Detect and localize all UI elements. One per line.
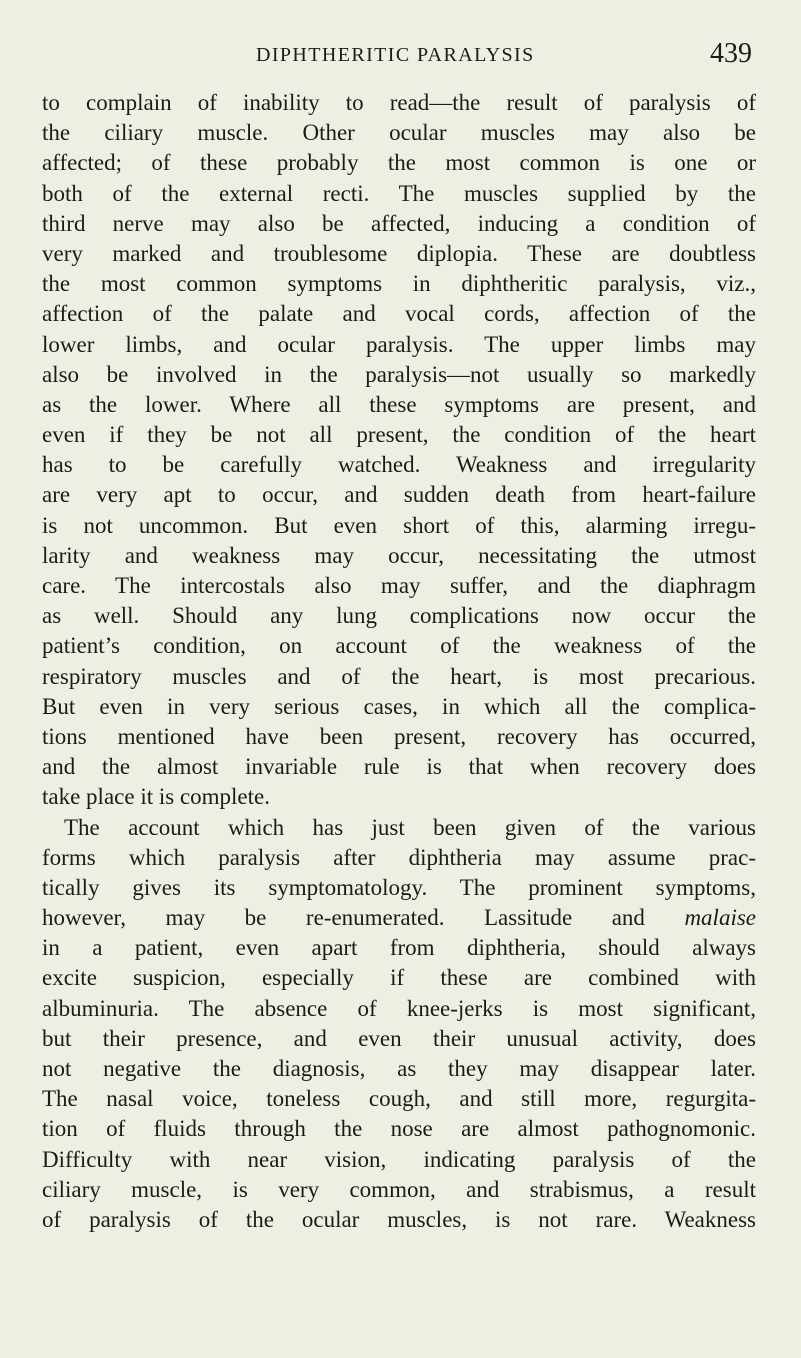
text-line: as the lower. Where all these symptoms are present, and [42, 391, 756, 417]
text-line: and the almost invariable rule is that when recovery does [42, 754, 756, 780]
text-line: third nerve may also be affected, inducing a condition of [42, 210, 756, 236]
text-line: even if they be not all present, the condition of the heart [42, 422, 756, 448]
text-line: patient’s condition, on account of the weakness of the [42, 633, 756, 659]
text-line: affection of the palate and vocal cords, affection of the [42, 301, 756, 327]
text-line: not negative the diagnosis, as they may disappear later. [42, 1056, 756, 1081]
paragraph-2 [42, 813, 756, 1236]
text-line: of paralysis of the ocular muscles, is not rare. Weakness [42, 1206, 756, 1232]
text-line: very marked and troublesome diplopia. These are doubtless [42, 240, 756, 266]
text-line: The account which has just been given of the various [64, 814, 756, 840]
text-line: excite suspicion, especially if these are combined with [42, 965, 756, 991]
text-line: to complain of inability to read—the result of paralysis of [42, 90, 756, 115]
text-line: tion of fluids through the nose are almost pathognomonic. [42, 1116, 756, 1142]
text-run: however, may be re-enumerated. Lassitude and [42, 905, 685, 931]
running-title: DIPHTHERITIC PARALYSIS [256, 44, 535, 66]
text-line: The nasal voice, toneless cough, and still more, regurgita- [42, 1086, 756, 1112]
text-line: affected; of these probably the most common is one or [42, 150, 756, 176]
text-line [42, 903, 756, 933]
text-line: Difficulty with near vision, indicating paralysis of the [42, 1146, 756, 1172]
body-text [42, 88, 756, 1235]
text-line: forms which paralysis after diphtheria may assume prac- [42, 844, 756, 870]
text-line: tically gives its symptomatology. The prominent symptoms, [42, 874, 756, 900]
text-line: albuminuria. The absence of knee-jerks is most significant, [42, 995, 756, 1021]
text-line: But even in very serious cases, in which all the complica- [42, 693, 756, 719]
text-line: lower limbs, and ocular paralysis. The upper limbs may [42, 331, 756, 357]
text-line: both of the external recti. The muscles supplied by the [42, 180, 756, 206]
text-line: are very apt to occur, and sudden death from heart-failure [42, 482, 756, 508]
text-line: the ciliary muscle. Other ocular muscles may also be [42, 120, 756, 146]
text-line: ciliary muscle, is very common, and strabismus, a result [42, 1176, 756, 1202]
text-line: tions mentioned have been present, recovery has occurred, [42, 723, 756, 749]
text-line: care. The intercostals also may suffer, and the diaphragm [42, 573, 756, 598]
text-line: as well. Should any lung complications now occur the [42, 603, 756, 629]
text-line: in a patient, even apart from diphtheria, should always [42, 935, 756, 961]
text-line: larity and weakness may occur, necessitating the utmost [42, 542, 756, 568]
text-line: has to be carefully watched. Weakness and irregularity [42, 452, 756, 478]
text-line: is not uncommon. But even short of this, alarming irregu- [42, 512, 756, 538]
page-number: 439 [710, 38, 752, 69]
italic-word: malaise [684, 905, 756, 931]
text-line: but their presence, and even their unusual activity, does [42, 1025, 756, 1051]
text-line: the most common symptoms in diphtheritic paralysis, viz., [42, 271, 756, 297]
text-line: also be involved in the paralysis—not usually so markedly [42, 361, 756, 387]
paragraph-1 [42, 88, 756, 813]
running-head [42, 38, 756, 78]
text-line: take place it is complete. [42, 784, 270, 810]
text-line: respiratory muscles and of the heart, is most precarious. [42, 663, 756, 689]
